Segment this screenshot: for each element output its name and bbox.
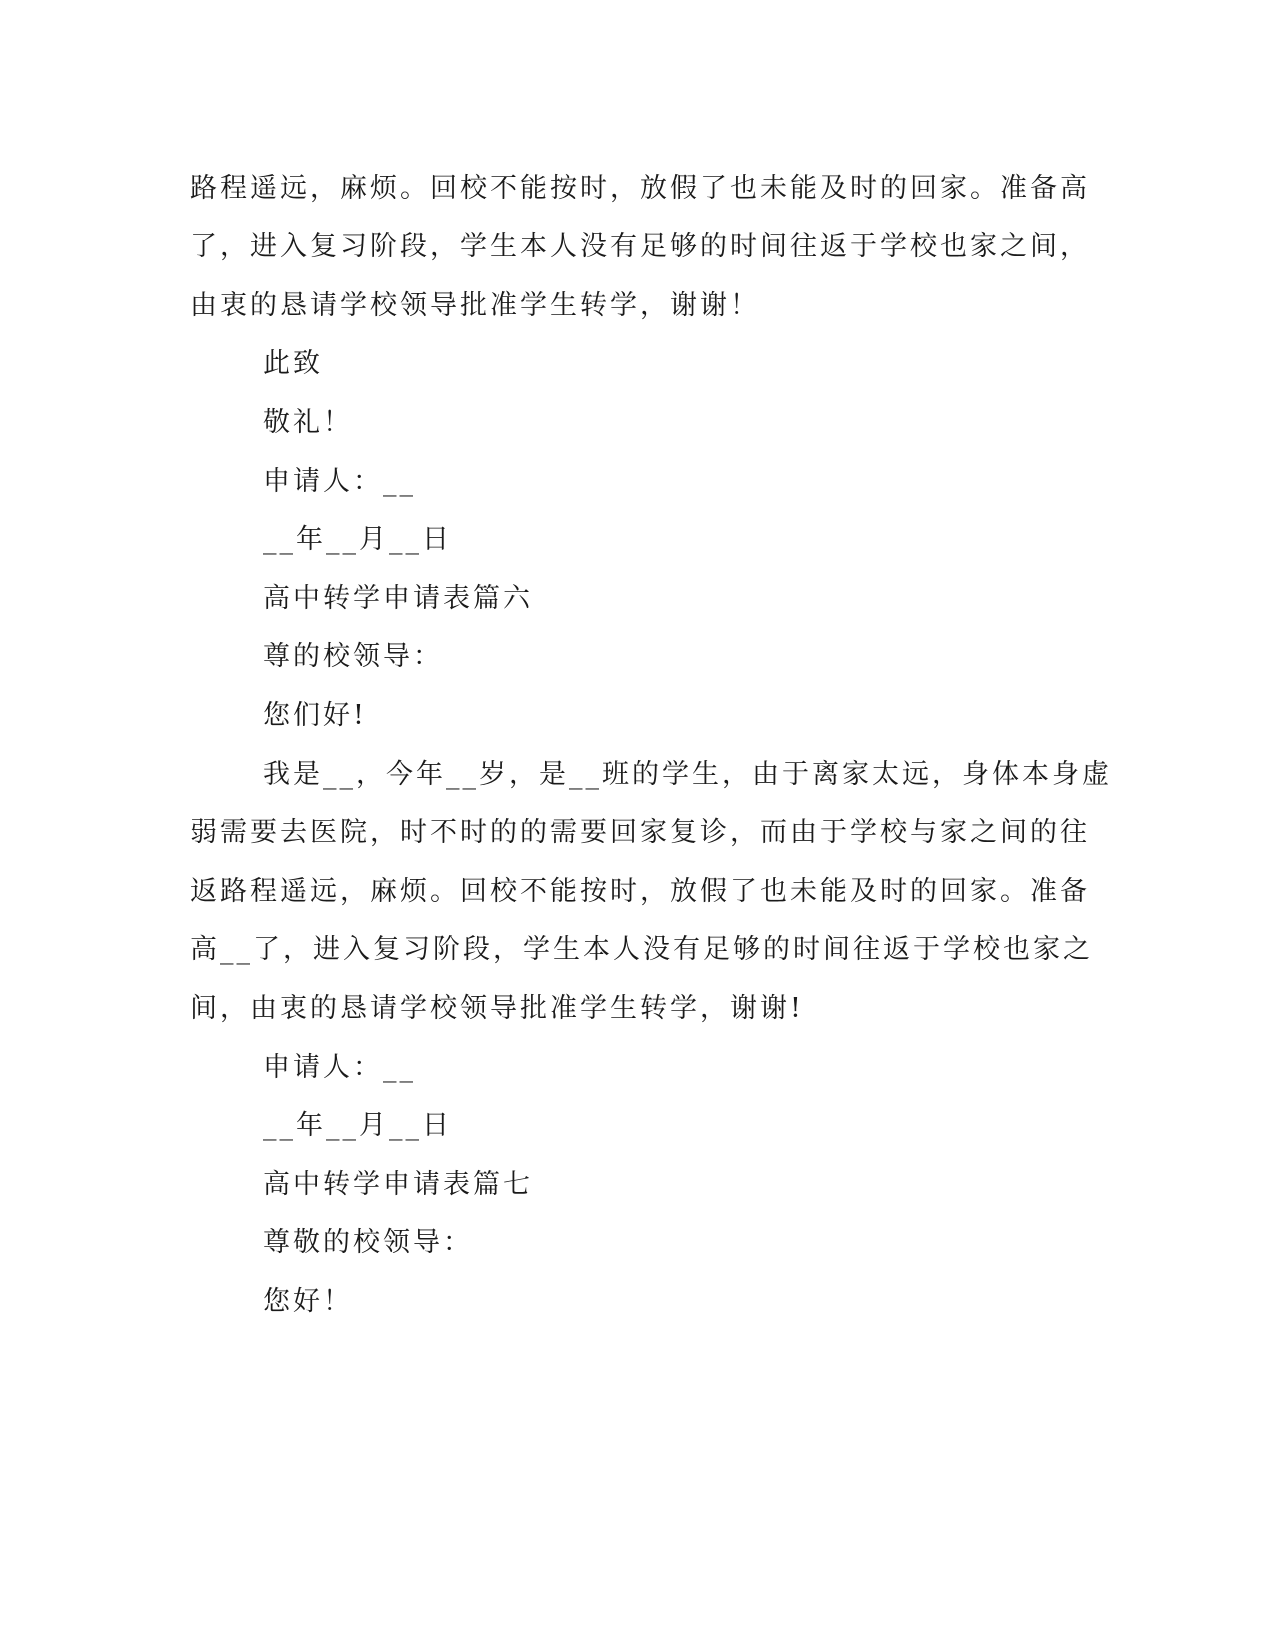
date-line: __年__月__日 xyxy=(263,524,452,555)
paragraph-line: 间，由衷的恳请学校领导批准学生转学，谢谢! xyxy=(190,993,804,1024)
paragraph-line: 由衷的恳请学校领导批准学生转学，谢谢！ xyxy=(190,290,760,321)
paragraph-line: 我是__，今年__岁，是__班的学生，由于离家太远，身体本身虚 xyxy=(263,759,1112,790)
paragraph-line: 路程遥远，麻烦。回校不能按时，放假了也未能及时的回家。准备高 xyxy=(190,173,1090,204)
section-heading: 高中转学申请表篇六 xyxy=(263,583,533,614)
applicant-line: 申请人：__ xyxy=(263,466,416,497)
greeting-line: 尊敬的校领导： xyxy=(263,1227,473,1258)
section-heading: 高中转学申请表篇七 xyxy=(263,1169,533,1200)
paragraph-line: 高__了，进入复习阶段，学生本人没有足够的时间往返于学校也家之 xyxy=(190,934,1093,965)
paragraph-line: 了，进入复习阶段，学生本人没有足够的时间往返于学校也家之间， xyxy=(190,231,1090,262)
greeting-line: 您们好! xyxy=(263,700,367,731)
salutation-line: 敬礼！ xyxy=(263,407,353,438)
paragraph-line: 弱需要去医院，时不时的的需要回家复诊，而由于学校与家之间的往 xyxy=(190,817,1090,848)
applicant-line: 申请人：__ xyxy=(263,1052,416,1083)
greeting-line: 您好！ xyxy=(263,1286,353,1317)
closing-line: 此致 xyxy=(263,348,323,379)
greeting-line: 尊的校领导： xyxy=(263,641,443,672)
date-line: __年__月__日 xyxy=(263,1110,452,1141)
paragraph-line: 返路程遥远，麻烦。回校不能按时，放假了也未能及时的回家。准备 xyxy=(190,876,1090,907)
